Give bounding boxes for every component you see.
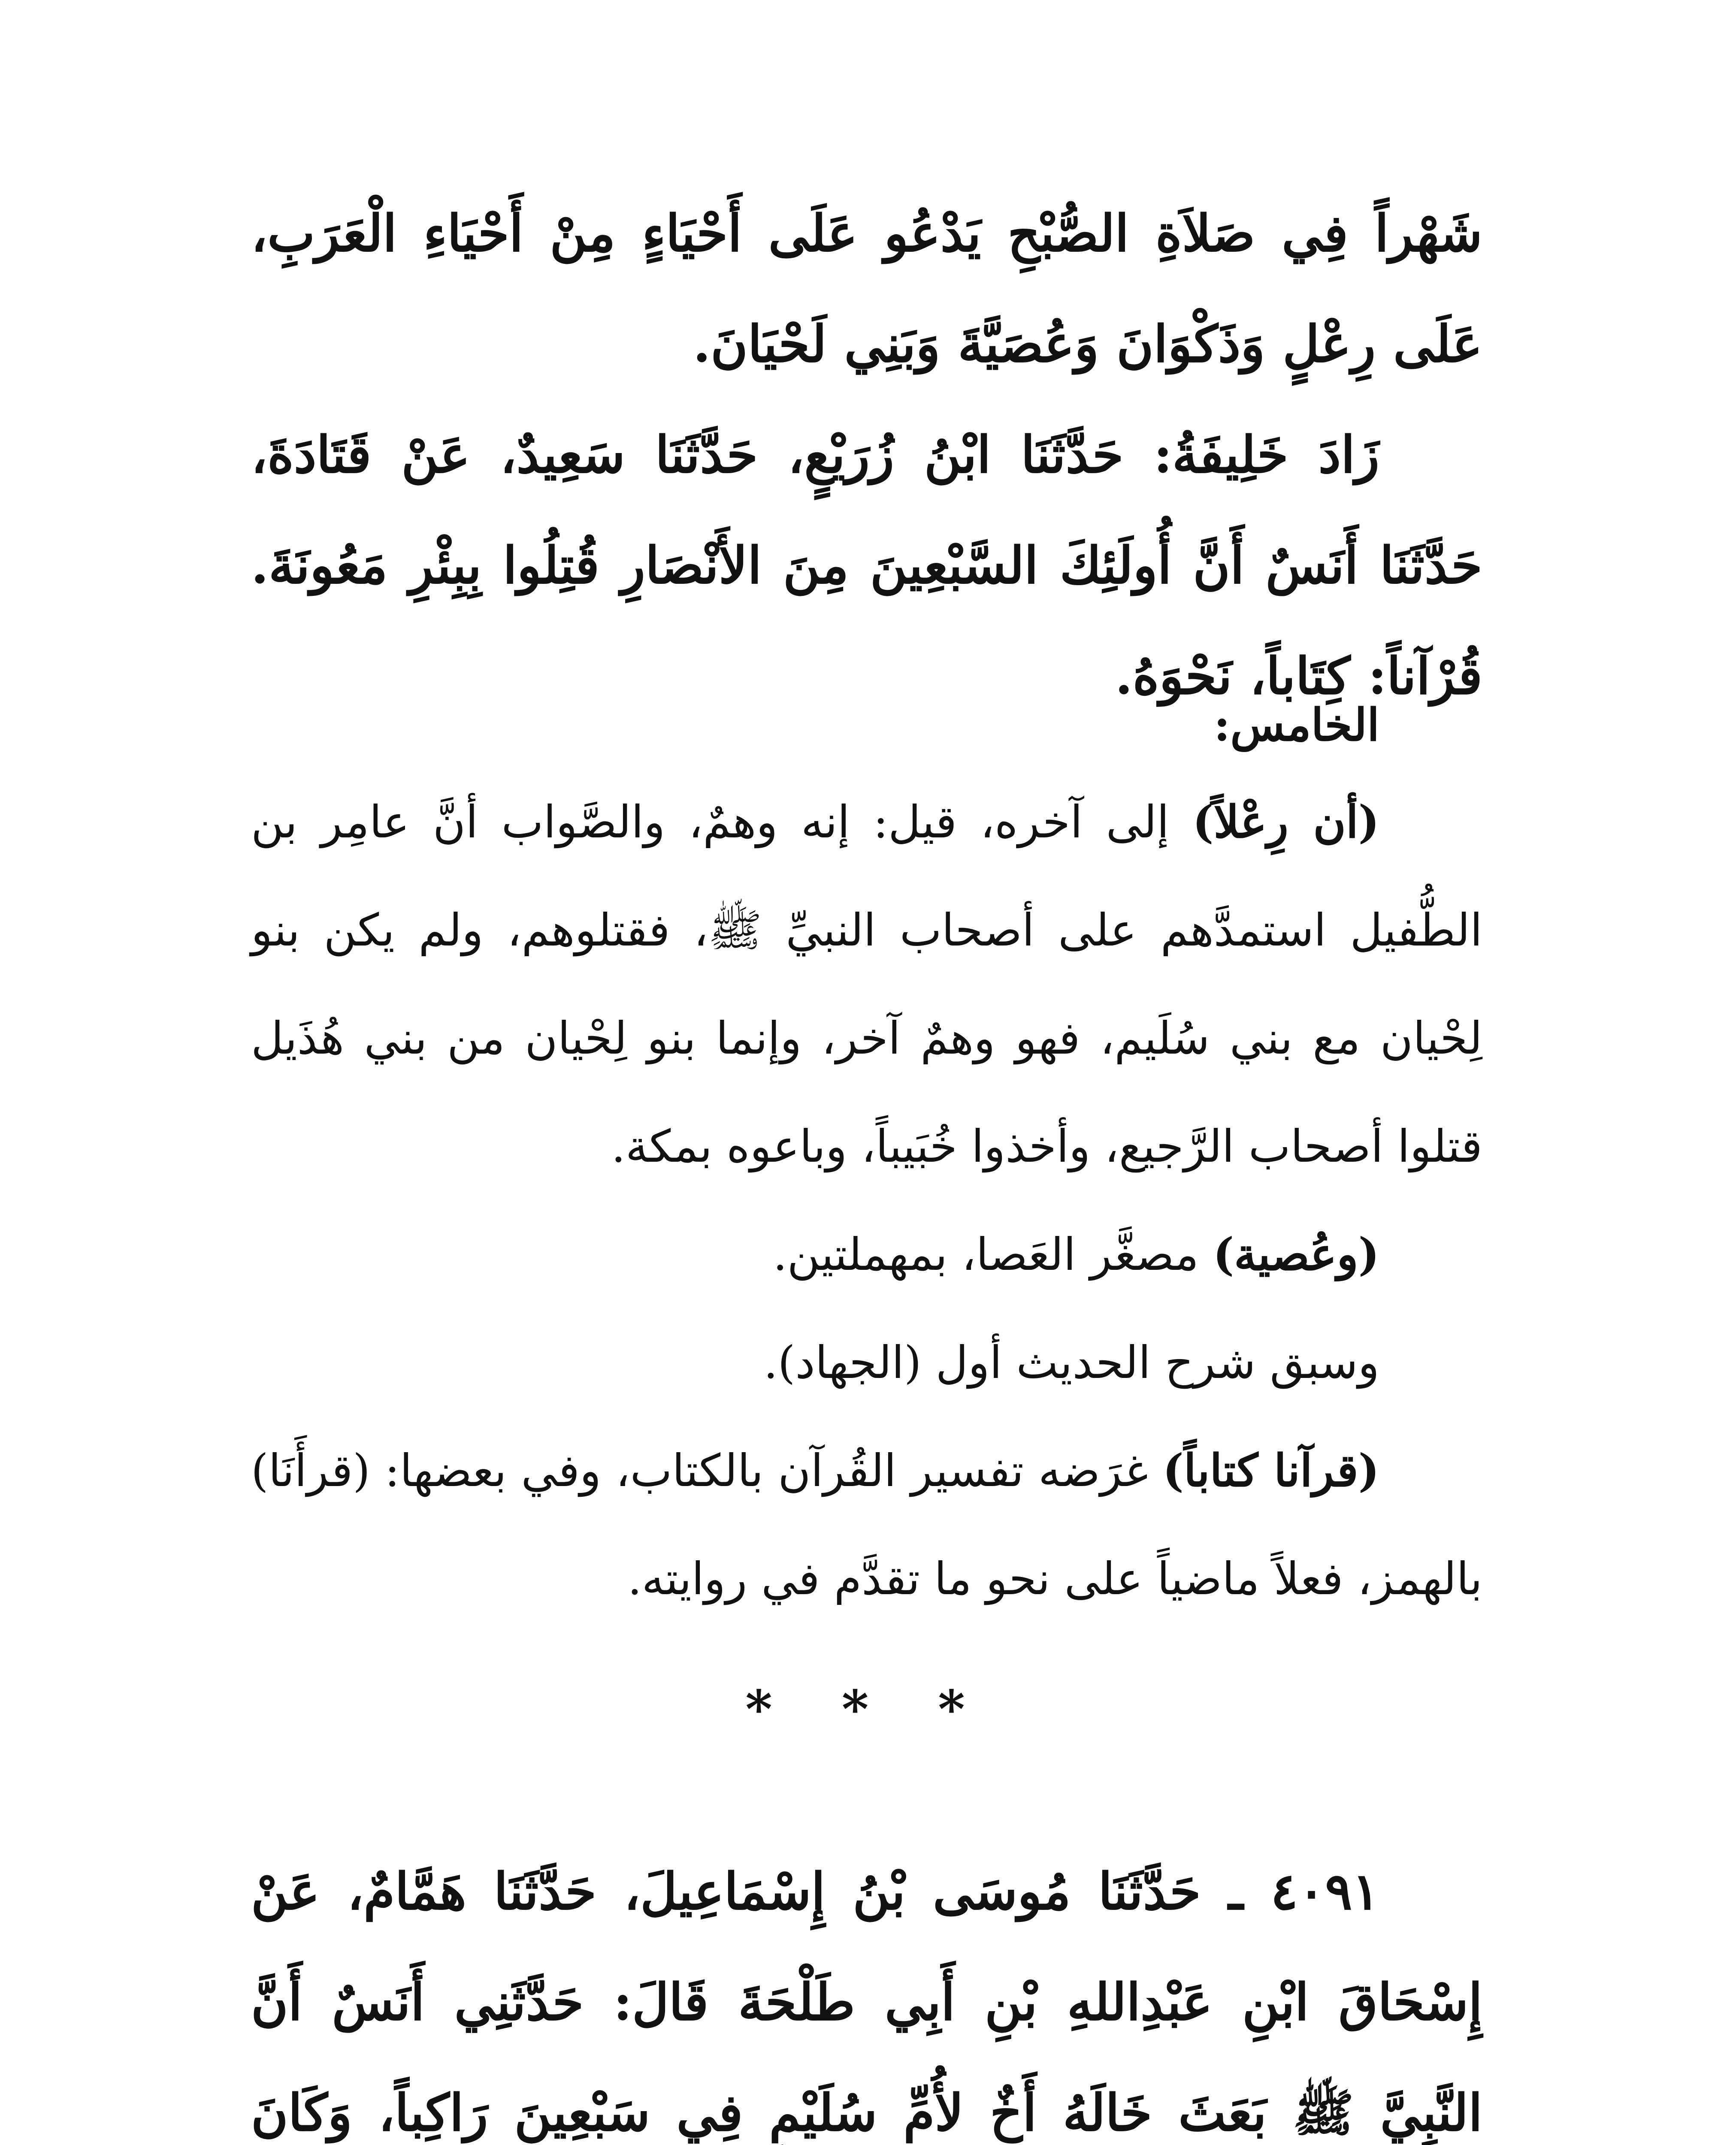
commentary-text-1: إلى آخره، قيل: إنه وهمٌ، والصَّواب أنَّ عامِر بن الطُّفيل استمدَّهم على أصحاب النبيِّ ﷺ، فقتلوهم، ولم يكن بنو لِحْيان مع بني سُلَيم، فهو وهمٌ آخر، وإنما بنو لِحْيان من بني هُذَيل قتلوا أصحاب الرَّجيع، وأخذوا خُبَيباً، وباعوه بمكة. [251,796,1482,1172]
top-hadith [251,178,1482,731]
commentary-paragraph-3: وسبق شرح الحديث أول (الجهاد). [763,1336,1379,1389]
commentary-lead-1: (أن رِعْلاً) [1192,795,1379,848]
bottom-hadith-paragraph: ٤٠٩١ ـ حَدَّثَنَا مُوسَى بْنُ إِسْمَاعِيلَ، حَدَّثَنَا هَمَّامٌ، عَنْ إِسْحَاقَ ابْنِ عَبْدِاللهِ بْنِ أَبِي طَلْحَةَ قَالَ: حَدَّثَنِي أَنَسٌ أَنَّ النَّبِيَّ ﷺ بَعَثَ خَالَهُ أَخٌ لأُمِّ سُلَيْمٍ فِي سَبْعِينَ رَاكِباً، وَكَانَ [251,1861,1483,2142]
commentary-lead-4: (قرآنا كتاباً) [1162,1444,1379,1497]
commentary-paragraph-1 [251,768,1482,1200]
section-separator: * * * [745,1679,991,1740]
top-hadith-paragraph-1: شَهْراً فِي صَلاَةِ الصُّبْحِ يَدْعُو عَلَى أَحْيَاءٍ مِنْ أَحْيَاءِ الْعَرَبِ، عَلَى رِعْلٍ وَذَكْوَانَ وَعُصَيَّةَ وَبَنِي لَحْيَانَ. [251,203,1482,374]
commentary-lead-2: (وعُصية) [1213,1228,1379,1281]
commentary-section [251,682,1482,1633]
commentary-text-2: مصغَّر العَصا، بمهملتين. [773,1228,1213,1281]
bottom-hadith [251,1836,1482,2145]
commentary-paragraph-4 [251,1417,1482,1633]
commentary-text-4: غرَضه تفسير القُرآن بالكتاب، وفي بعضها: (قرأَنَا) بالهمز، فعلاً ماضياً على نحو ما تقدَّم في روايته. [251,1444,1482,1605]
top-hadith-paragraph-2: زَادَ خَلِيفَةُ: حَدَّثَنَا ابْنُ زُرَيْعٍ، حَدَّثَنَا سَعِيدٌ، عَنْ قَتَادَةَ، حَدَّثَنَا أَنَسٌ أَنَّ أُولَئِكَ السَّبْعِينَ مِنَ الأَنْصَارِ قُتِلُوا بِبِئْرِ مَعُونَةَ. قُرْآناً: كِتَاباً، نَحْوَهُ. [251,425,1482,706]
commentary-heading: الخامس: [1213,698,1379,751]
commentary-paragraph-2 [251,1200,1482,1308]
